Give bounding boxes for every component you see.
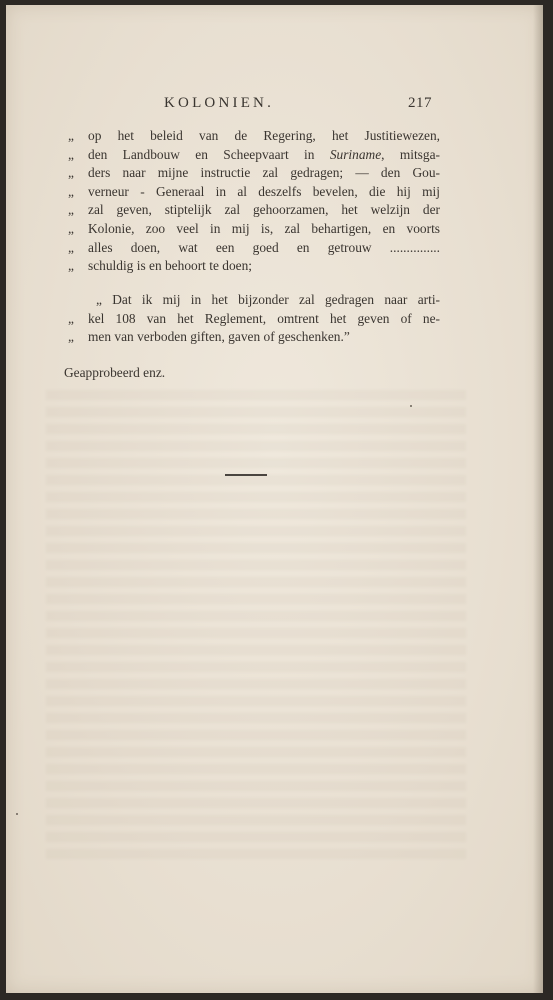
page-number: 217 (408, 95, 432, 111)
line-text-part: den Landbouw en Scheepvaart in (88, 146, 330, 162)
quote-mark: „ (68, 310, 74, 326)
line-text: verneur - Generaal in al deszelfs bevelen, die hij mij (88, 183, 440, 199)
line-text: zal geven, stiptelijk zal gehoorzamen, het welzijn der (88, 202, 440, 218)
line-text: „ Dat ik mij in het bijzonder zal gedragen naar arti- (96, 292, 440, 307)
paragraph-oath-continuation (68, 127, 448, 277)
running-head: KOLONIEN. (164, 95, 275, 111)
line-text-part: , mitsga- (381, 146, 440, 162)
quote-mark: „ (68, 128, 74, 143)
book-page (6, 5, 543, 993)
line-text: ders naar mijne instructie zal gedragen; — den Gou- (88, 165, 440, 181)
show-through-text (46, 390, 466, 860)
quote-mark: „ (68, 146, 74, 162)
paragraph-article-108 (68, 291, 448, 351)
quote-mark: „ (68, 258, 74, 274)
section-end-rule (225, 474, 267, 476)
quote-mark: „ (68, 183, 74, 199)
line-text: kel 108 van het Reglement, omtrent het geven of ne- (88, 310, 440, 326)
page-header (6, 95, 543, 117)
line-text: Kolonie, zoo veel in mij is, zal behartigen, en voorts (88, 221, 440, 236)
page-edge-shadow (533, 5, 543, 993)
line-text: schuldig is en behoort te doen; (88, 258, 253, 274)
quote-mark: „ (68, 239, 74, 255)
quote-mark: „ (68, 221, 74, 236)
line-text (88, 146, 440, 164)
closing-approval: Geapprobeerd enz. (64, 365, 166, 380)
line-text: men van verboden giften, gaven of geschenken.” (88, 329, 350, 345)
quote-mark: „ (68, 165, 74, 181)
paper-speck (16, 813, 18, 815)
line-text: alles doen, wat een goed en getrouw ............... (88, 239, 440, 255)
line-text: op het beleid van de Regering, het Justitiewezen, (88, 128, 440, 143)
paper-speck (410, 405, 412, 407)
italic-place-name: Suriname (329, 146, 382, 162)
quote-mark: „ (68, 202, 74, 218)
quote-mark: „ (68, 329, 74, 345)
